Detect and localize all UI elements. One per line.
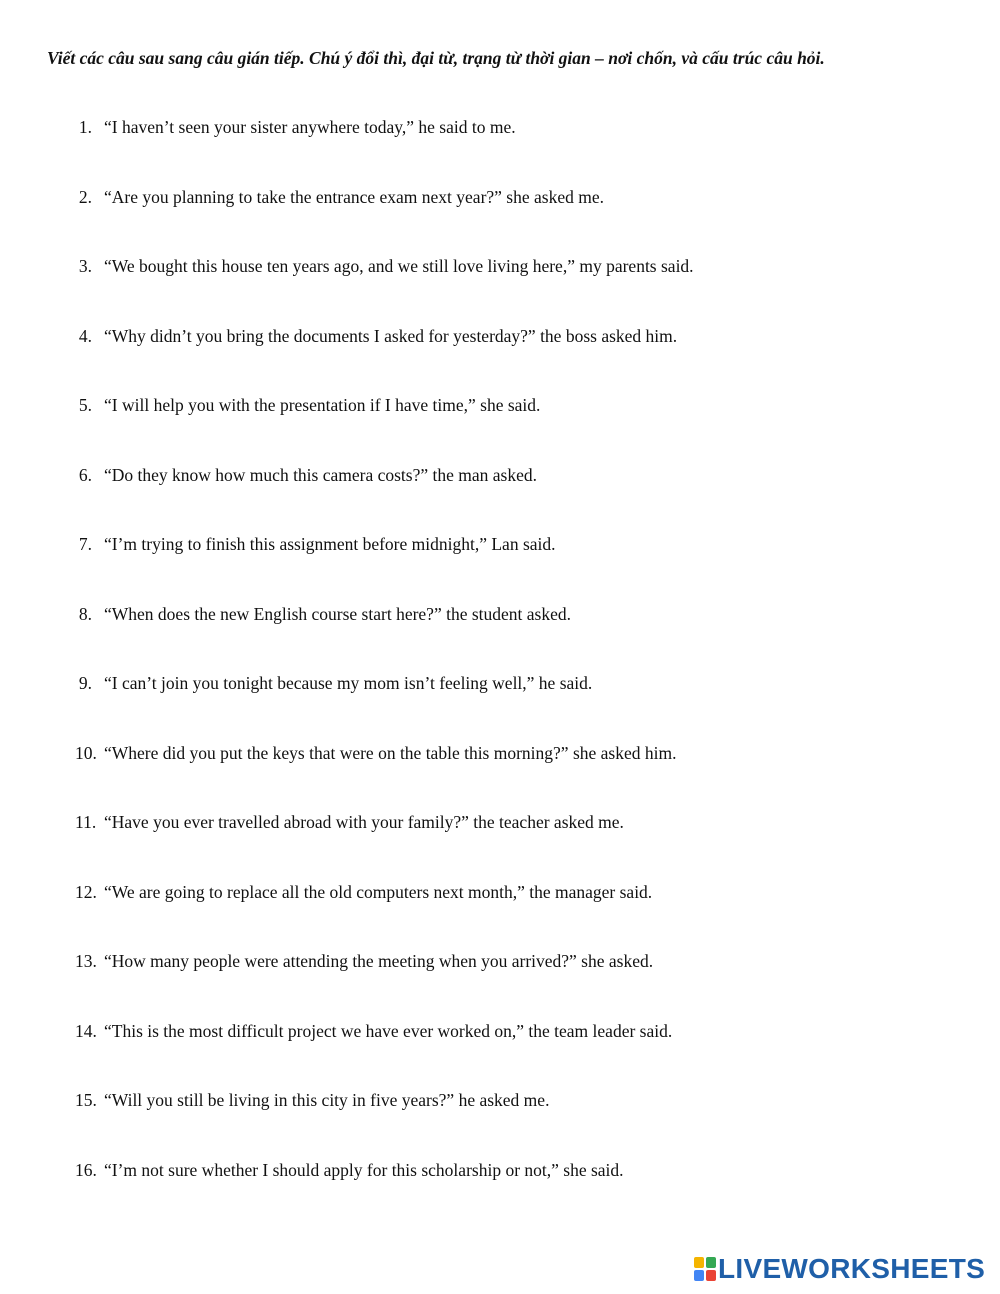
question-number: 8.	[78, 603, 92, 624]
question-number: 1.	[78, 117, 92, 137]
question-item	[0, 1156, 1000, 1226]
question-text: “Where did you put the keys that were on the table this morning?” she asked him.	[104, 742, 677, 763]
question-text: “We are going to replace all the old computers next month,” the manager said.	[104, 881, 653, 902]
question-number: 6.	[78, 464, 92, 485]
question-number: 14.	[75, 1020, 97, 1041]
question-number: 12.	[75, 881, 97, 902]
question-item	[0, 1017, 1000, 1087]
question-item	[0, 113, 1000, 183]
question-text: “Are you planning to take the entrance exam next year?” she asked me.	[104, 186, 604, 207]
question-number: 11.	[75, 812, 97, 832]
question-item	[0, 669, 1000, 739]
logo-square	[706, 1257, 716, 1268]
logo-square	[706, 1270, 716, 1281]
question-item	[0, 252, 1000, 322]
logo-square	[694, 1257, 704, 1268]
question-text: “How many people were attending the meeting when you arrived?” she asked.	[104, 951, 654, 971]
question-text: “I haven’t seen your sister anywhere today,” he said to me.	[104, 117, 516, 137]
question-item	[0, 322, 1000, 392]
question-number: 4.	[78, 325, 92, 346]
question-text: “Will you still be living in this city in five years?” he asked me.	[104, 1090, 550, 1110]
question-number: 10.	[75, 742, 97, 763]
question-list	[0, 113, 1000, 1225]
question-item	[0, 391, 1000, 461]
question-text: “Have you ever travelled abroad with your family?” the teacher asked me.	[104, 812, 624, 832]
question-item	[0, 739, 1000, 809]
question-number: 13.	[75, 951, 97, 971]
question-item	[0, 878, 1000, 948]
question-number: 15.	[75, 1090, 97, 1110]
question-item	[0, 600, 1000, 670]
question-item	[0, 530, 1000, 600]
question-item	[0, 947, 1000, 1017]
question-text: “When does the new English course start here?” the student asked.	[104, 603, 571, 624]
question-text: “We bought this house ten years ago, and we still love living here,” my parents said.	[104, 256, 694, 276]
question-item	[0, 461, 1000, 531]
question-number: 3.	[78, 256, 92, 276]
question-text: “I’m trying to finish this assignment before midnight,” Lan said.	[104, 534, 556, 554]
question-number: 2.	[78, 186, 92, 207]
logo-square	[694, 1270, 704, 1281]
liveworksheets-logo[interactable]	[694, 1254, 985, 1284]
logo-text: LIVEWORKSHEETS	[718, 1253, 986, 1284]
question-text: “I’m not sure whether I should apply for this scholarship or not,” she said.	[104, 1159, 624, 1180]
liveworksheets-logo-icon	[694, 1257, 716, 1281]
question-text: “Why didn’t you bring the documents I asked for yesterday?” the boss asked him.	[104, 325, 678, 346]
question-number: 7.	[78, 534, 92, 554]
question-number: 9.	[78, 673, 92, 693]
question-text: “Do they know how much this camera costs?” the man asked.	[104, 464, 537, 485]
question-number: 16.	[75, 1159, 97, 1180]
question-number: 5.	[78, 395, 92, 415]
instruction-heading: Viết các câu sau sang câu gián tiếp. Chú ý đổi thì, đại từ, trạng từ thời gian – nơi chốn, và cấu trúc câu hỏi.	[47, 48, 825, 68]
question-item	[0, 183, 1000, 253]
question-text: “I will help you with the presentation if I have time,” she said.	[104, 395, 541, 415]
question-item	[0, 808, 1000, 878]
question-text: “This is the most difficult project we have ever worked on,” the team leader said.	[104, 1020, 673, 1041]
question-text: “I can’t join you tonight because my mom isn’t feeling well,” he said.	[104, 673, 593, 693]
question-item	[0, 1086, 1000, 1156]
